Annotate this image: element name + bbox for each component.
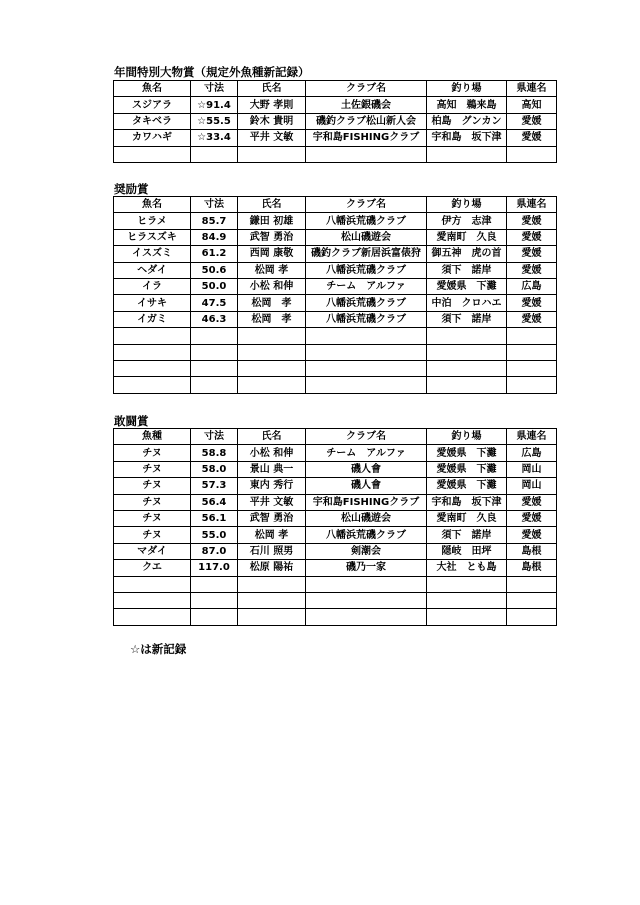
table-cell: ヒラメ — [114, 213, 191, 229]
table-cell — [306, 377, 427, 393]
table-cell: 武智 勇治 — [238, 229, 306, 245]
table-row — [114, 543, 557, 559]
table-cell — [114, 592, 191, 608]
table-cell: 柏島 グンカン — [427, 113, 507, 129]
table-cell — [427, 609, 507, 625]
table-cell — [507, 344, 557, 360]
table-row — [114, 113, 557, 129]
table-cell: 愛南町 久良 — [427, 510, 507, 526]
column-header: 寸法 — [191, 429, 238, 445]
table-row — [114, 527, 557, 543]
table-row — [114, 377, 557, 393]
table-cell: 須下 諾岸 — [427, 262, 507, 278]
header-row — [114, 429, 557, 445]
table-cell — [114, 344, 191, 360]
table-cell: イサキ — [114, 295, 191, 311]
table-cell: 磯釣クラブ松山新人会 — [306, 113, 427, 129]
table-cell: 小松 和伸 — [238, 445, 306, 461]
table-cell: 八幡浜荒磯クラブ — [306, 295, 427, 311]
table-cell: 松山磯遊会 — [306, 510, 427, 526]
encouragement-table — [113, 196, 557, 394]
table-cell: 宇和島FISHINGクラブ — [306, 494, 427, 510]
table-cell: 須下 諾岸 — [427, 527, 507, 543]
table-cell — [507, 592, 557, 608]
table-cell: 愛媛 — [507, 130, 557, 146]
table-cell: 磯釣クラブ新居浜富俵狩 — [306, 246, 427, 262]
table-row — [114, 360, 557, 376]
table-cell — [306, 576, 427, 592]
table-cell — [191, 592, 238, 608]
table-cell: 愛媛 — [507, 229, 557, 245]
table-cell: 84.9 — [191, 229, 238, 245]
table-cell — [427, 146, 507, 162]
fighting-spirit-table — [113, 428, 557, 626]
column-header: 魚名 — [114, 197, 191, 213]
table-cell: 愛媛 — [507, 246, 557, 262]
header-row — [114, 197, 557, 213]
table-cell — [238, 328, 306, 344]
column-header: 魚種 — [114, 429, 191, 445]
table-cell: スジアラ — [114, 97, 191, 113]
table-cell — [114, 328, 191, 344]
table-row — [114, 592, 557, 608]
table-cell: 87.0 — [191, 543, 238, 559]
column-header: 県連名 — [507, 81, 557, 97]
table-cell: 松岡 孝 — [238, 527, 306, 543]
table-cell: 松原 陽祐 — [238, 560, 306, 576]
column-header: 氏名 — [238, 429, 306, 445]
section-title-annual-special: 年間特別大物賞（規定外魚種新記録） — [114, 65, 310, 79]
column-header: 寸法 — [191, 81, 238, 97]
table-cell: 八幡浜荒磯クラブ — [306, 213, 427, 229]
table-cell — [427, 328, 507, 344]
table-cell: 武智 勇治 — [238, 510, 306, 526]
table-cell: 平井 文敏 — [238, 130, 306, 146]
table-cell — [427, 592, 507, 608]
table-cell — [427, 377, 507, 393]
column-header: クラブ名 — [306, 429, 427, 445]
table-cell: 愛媛県 下灘 — [427, 461, 507, 477]
table-cell: 島根 — [507, 560, 557, 576]
table-cell: 愛媛県 下灘 — [427, 278, 507, 294]
table-cell — [191, 576, 238, 592]
table-cell: 広島 — [507, 445, 557, 461]
table-cell — [191, 146, 238, 162]
table-cell: 小松 和伸 — [238, 278, 306, 294]
table-cell — [238, 360, 306, 376]
table-cell: カワハギ — [114, 130, 191, 146]
table-cell: 松岡 孝 — [238, 311, 306, 327]
table-row — [114, 328, 557, 344]
table-cell — [238, 576, 306, 592]
table-cell: 鎌田 初雄 — [238, 213, 306, 229]
annual-special-table — [113, 80, 557, 163]
table-cell: イラ — [114, 278, 191, 294]
table-cell: イスズミ — [114, 246, 191, 262]
table-cell — [114, 360, 191, 376]
table-row — [114, 130, 557, 146]
table-cell: 56.1 — [191, 510, 238, 526]
table-row — [114, 262, 557, 278]
new-record-note: ☆は新記録 — [130, 642, 187, 656]
table-cell: 隠岐 田坪 — [427, 543, 507, 559]
table-row — [114, 344, 557, 360]
table-cell — [507, 328, 557, 344]
table-cell: 松岡 孝 — [238, 295, 306, 311]
column-header: 魚名 — [114, 81, 191, 97]
table-cell — [306, 360, 427, 376]
table-cell: 八幡浜荒磯クラブ — [306, 311, 427, 327]
table-cell — [191, 377, 238, 393]
table-cell — [427, 344, 507, 360]
table-row — [114, 461, 557, 477]
table-cell — [507, 360, 557, 376]
table-cell: 剣潮会 — [306, 543, 427, 559]
table-row — [114, 494, 557, 510]
table-cell: 高知 — [507, 97, 557, 113]
table-cell — [191, 609, 238, 625]
table-cell: 景山 典一 — [238, 461, 306, 477]
table-cell — [306, 146, 427, 162]
column-header: クラブ名 — [306, 81, 427, 97]
table-cell: クエ — [114, 560, 191, 576]
table-cell: 石川 照男 — [238, 543, 306, 559]
table-cell: 愛媛 — [507, 295, 557, 311]
table-cell: 松山磯遊会 — [306, 229, 427, 245]
table-row — [114, 560, 557, 576]
table-cell — [114, 609, 191, 625]
table-cell — [427, 360, 507, 376]
table-row — [114, 609, 557, 625]
column-header: 釣り場 — [427, 81, 507, 97]
table-cell — [507, 609, 557, 625]
table-cell: チヌ — [114, 494, 191, 510]
table-cell — [114, 576, 191, 592]
table-cell: 岡山 — [507, 478, 557, 494]
table-cell: 島根 — [507, 543, 557, 559]
table-row — [114, 97, 557, 113]
table-cell — [238, 344, 306, 360]
table-row — [114, 311, 557, 327]
table-cell — [306, 328, 427, 344]
header-row — [114, 81, 557, 97]
column-header: 県連名 — [507, 197, 557, 213]
table-cell: 西岡 康敬 — [238, 246, 306, 262]
table-cell: 大社 とも島 — [427, 560, 507, 576]
table-cell: 46.3 — [191, 311, 238, 327]
table-cell: 47.5 — [191, 295, 238, 311]
table-cell: 土佐銀磯会 — [306, 97, 427, 113]
table-cell: 56.4 — [191, 494, 238, 510]
table-cell: イガミ — [114, 311, 191, 327]
table-cell: 東内 秀行 — [238, 478, 306, 494]
table-cell: 八幡浜荒磯クラブ — [306, 262, 427, 278]
table-row — [114, 576, 557, 592]
table-cell: 117.0 — [191, 560, 238, 576]
table-cell — [191, 360, 238, 376]
table-cell: 大野 孝則 — [238, 97, 306, 113]
table-cell: 愛媛 — [507, 527, 557, 543]
table-cell: ☆91.4 — [191, 97, 238, 113]
section-title-encouragement: 奨励賞 — [114, 182, 149, 196]
table-cell — [238, 377, 306, 393]
column-header: クラブ名 — [306, 197, 427, 213]
table-cell: タキベラ — [114, 113, 191, 129]
table-cell: 中泊 クロハエ — [427, 295, 507, 311]
table-cell — [191, 344, 238, 360]
table-cell: 50.0 — [191, 278, 238, 294]
table-cell: チーム アルファ — [306, 278, 427, 294]
table-cell: 磯人會 — [306, 478, 427, 494]
table-cell: 愛媛 — [507, 262, 557, 278]
table-cell: 鈴木 貴明 — [238, 113, 306, 129]
table-cell: 61.2 — [191, 246, 238, 262]
table-cell: 宇和島FISHINGクラブ — [306, 130, 427, 146]
table-cell — [507, 377, 557, 393]
table-cell: 須下 諾岸 — [427, 311, 507, 327]
table-cell: 宇和島 坂下津 — [427, 130, 507, 146]
table-cell: 愛媛県 下灘 — [427, 445, 507, 461]
table-cell — [114, 377, 191, 393]
table-cell — [306, 609, 427, 625]
table-cell: 岡山 — [507, 461, 557, 477]
column-header: 氏名 — [238, 81, 306, 97]
table-row — [114, 295, 557, 311]
table-cell: 磯乃一家 — [306, 560, 427, 576]
table-cell: 愛南町 久良 — [427, 229, 507, 245]
table-cell: 高知 鵜来島 — [427, 97, 507, 113]
table-cell — [306, 344, 427, 360]
table-cell — [507, 576, 557, 592]
table-cell: 愛媛 — [507, 213, 557, 229]
table-row — [114, 146, 557, 162]
table-cell — [191, 328, 238, 344]
table-cell: 58.0 — [191, 461, 238, 477]
table-cell: 58.8 — [191, 445, 238, 461]
table-cell: 愛媛 — [507, 510, 557, 526]
table-cell — [427, 576, 507, 592]
table-row — [114, 278, 557, 294]
table-cell — [238, 592, 306, 608]
table-cell: ヒラスズキ — [114, 229, 191, 245]
table-cell: チヌ — [114, 527, 191, 543]
table-cell — [306, 592, 427, 608]
table-cell: 広島 — [507, 278, 557, 294]
table-cell — [507, 146, 557, 162]
table-cell: チヌ — [114, 461, 191, 477]
table-cell: 55.0 — [191, 527, 238, 543]
column-header: 釣り場 — [427, 197, 507, 213]
table-row — [114, 229, 557, 245]
section-title-fighting-spirit: 敢闘賞 — [114, 414, 149, 428]
table-cell: ☆55.5 — [191, 113, 238, 129]
table-cell: 松岡 孝 — [238, 262, 306, 278]
table-cell — [238, 146, 306, 162]
table-cell: 磯人會 — [306, 461, 427, 477]
table-cell: 伊方 志津 — [427, 213, 507, 229]
table-cell: 50.6 — [191, 262, 238, 278]
table-cell: 愛媛県 下灘 — [427, 478, 507, 494]
table-cell: 八幡浜荒磯クラブ — [306, 527, 427, 543]
column-header: 氏名 — [238, 197, 306, 213]
table-row — [114, 445, 557, 461]
table-cell — [238, 609, 306, 625]
table-cell: 平井 文敏 — [238, 494, 306, 510]
column-header: 釣り場 — [427, 429, 507, 445]
table-cell: 宇和島 坂下津 — [427, 494, 507, 510]
table-cell: 57.3 — [191, 478, 238, 494]
table-cell: チヌ — [114, 510, 191, 526]
table-cell: 愛媛 — [507, 494, 557, 510]
table-cell: チヌ — [114, 478, 191, 494]
table-cell — [114, 146, 191, 162]
table-cell: ヘダイ — [114, 262, 191, 278]
column-header: 寸法 — [191, 197, 238, 213]
column-header: 県連名 — [507, 429, 557, 445]
table-cell: ☆33.4 — [191, 130, 238, 146]
table-cell: 御五神 虎の首 — [427, 246, 507, 262]
table-row — [114, 478, 557, 494]
table-row — [114, 213, 557, 229]
table-row — [114, 510, 557, 526]
table-cell: 愛媛 — [507, 311, 557, 327]
table-row — [114, 246, 557, 262]
table-cell: チヌ — [114, 445, 191, 461]
table-cell: 愛媛 — [507, 113, 557, 129]
table-cell: マダイ — [114, 543, 191, 559]
table-cell: チーム アルファ — [306, 445, 427, 461]
table-cell: 85.7 — [191, 213, 238, 229]
